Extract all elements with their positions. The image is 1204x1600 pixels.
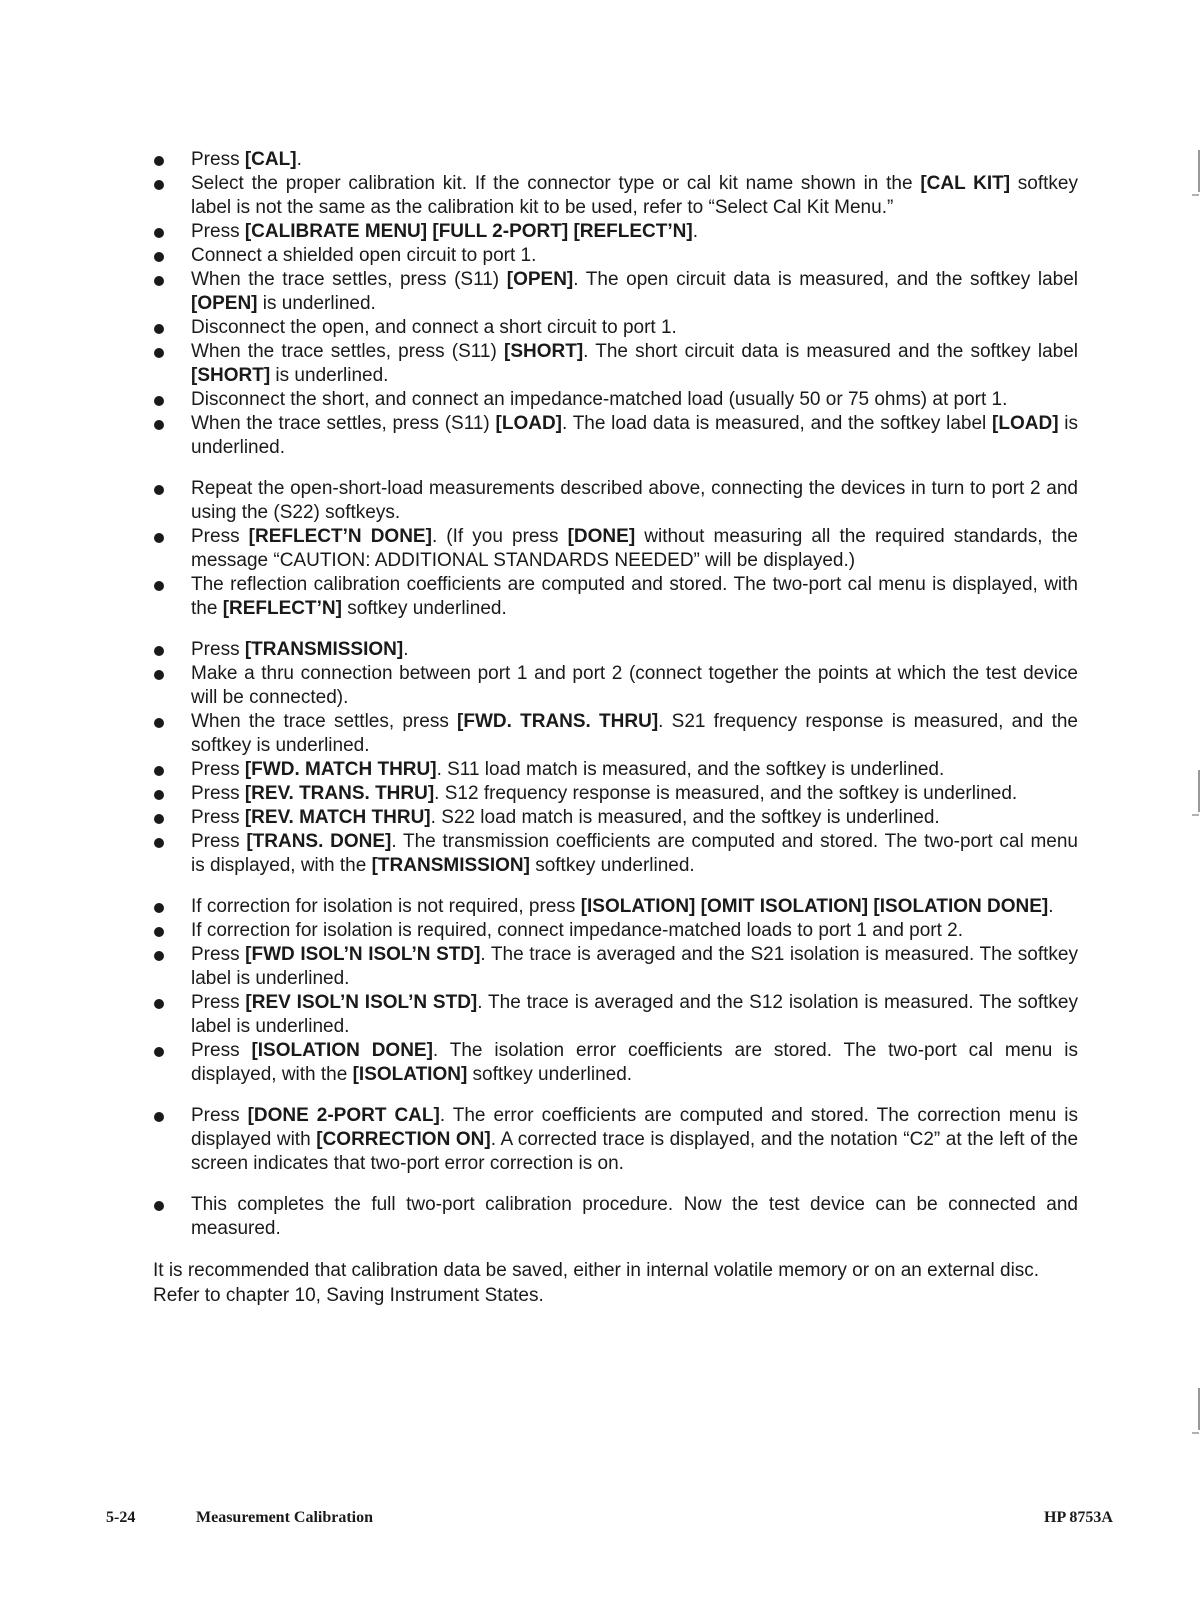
step-text: When the trace settles, press (S11) <box>191 341 504 362</box>
step-text: . <box>692 221 698 242</box>
step-text: Disconnect the open, and connect a short circuit to port 1. <box>191 317 677 338</box>
step-item <box>153 268 1078 316</box>
bullet-icon <box>154 485 164 495</box>
step-item <box>153 895 1078 919</box>
step-item <box>153 830 1078 878</box>
step-text: . The open circuit data is measured, and the softkey label <box>573 269 1078 290</box>
bullet-icon <box>154 276 164 286</box>
step-text: is underlined. <box>191 413 1079 458</box>
step-item <box>153 172 1078 220</box>
step-text: . S21 frequency response is measured, and the softkey is underlined. <box>191 711 1078 756</box>
step-text: Press <box>191 807 245 828</box>
instrument-model: HP 8753A <box>1044 1509 1113 1526</box>
bullet-icon <box>154 646 164 656</box>
step-text: . The trace is averaged and the S21 isolation is measured. The softkey label is underlined. <box>191 944 1078 989</box>
softkey-label: [ISOLATION] <box>352 1064 468 1085</box>
step-text: When the trace settles, press (S11) <box>191 269 507 290</box>
softkey-label: [REV ISOL’N ISOL’N STD] <box>245 992 478 1013</box>
bullet-icon <box>154 252 164 262</box>
softkey-label: [FWD ISOL’N ISOL’N STD] <box>245 944 481 965</box>
step-item <box>153 710 1078 758</box>
bullet-icon <box>154 396 164 406</box>
step-text: Press <box>191 783 245 804</box>
step-text: The reflection calibration coefficients are computed and stored. The two-port cal menu is displayed, with the <box>191 574 1078 619</box>
softkey-label: [TRANSMISSION] <box>244 639 404 660</box>
step-groups <box>153 148 1078 1241</box>
softkey-label: [TRANS. DONE] <box>246 831 392 852</box>
step-item <box>153 758 1078 782</box>
step-text: This completes the full two-port calibration procedure. Now the test device can be connected and measured. <box>191 1194 1078 1239</box>
bullet-icon <box>154 1112 164 1122</box>
step-group <box>153 1193 1078 1241</box>
bullet-icon <box>154 903 164 913</box>
bullet-icon <box>154 420 164 430</box>
step-text: . S12 frequency response is measured, and the softkey is underlined. <box>434 783 1018 804</box>
step-item <box>153 220 1078 244</box>
step-text: . <box>403 639 409 660</box>
bullet-icon <box>154 718 164 728</box>
bullet-icon <box>154 670 164 680</box>
step-text: . (If you press <box>431 526 568 547</box>
softkey-label: [CALIBRATE MENU] [FULL 2-PORT] [REFLECT’N] <box>244 221 693 242</box>
step-text: Press <box>191 992 246 1013</box>
binding-mark-bottom <box>1198 1388 1200 1430</box>
closing-note: It is recommended that calibration data be saved, either in internal volatile memory or on an external disc. Refer to chapter 10, Saving Instrument States. <box>153 1260 1040 1306</box>
bullet-icon <box>154 533 164 543</box>
step-text: . The short circuit data is measured and the softkey label <box>583 341 1078 362</box>
step-text: . The error coefficients are computed and stored. The correction menu is displayed with <box>191 1105 1078 1150</box>
step-item <box>153 148 1078 172</box>
softkey-label: [OPEN] <box>506 269 574 290</box>
step-text: Press <box>191 1040 252 1061</box>
step-item <box>153 782 1078 806</box>
bullet-icon <box>154 814 164 824</box>
step-item <box>153 388 1078 412</box>
step-item <box>153 316 1078 340</box>
bullet-icon <box>154 156 164 166</box>
step-text: If correction for isolation is not required, press <box>191 896 581 917</box>
step-item <box>153 1104 1078 1176</box>
step-text: . The transmission coefficients are computed and stored. The two-port cal menu is displayed, with the <box>191 831 1078 876</box>
step-text: Select the proper calibration kit. If the connector type or cal kit name shown in the <box>191 173 921 194</box>
step-text: If correction for isolation is required, connect impedance-matched loads to port 1 and port 2. <box>191 920 964 941</box>
step-item <box>153 477 1078 525</box>
step-item <box>153 919 1078 943</box>
section-title: Measurement Calibration <box>196 1509 374 1526</box>
step-text: . A corrected trace is displayed, and the notation “C2” at the left of the screen indicates that two-port error correction is on. <box>191 1129 1079 1174</box>
step-item <box>153 573 1078 621</box>
bullet-icon <box>154 790 164 800</box>
step-text: Press <box>191 831 247 852</box>
step-text: When the trace settles, press <box>191 711 458 732</box>
step-item <box>153 525 1078 573</box>
step-group <box>153 1104 1078 1176</box>
bullet-icon <box>154 1047 164 1057</box>
step-item <box>153 638 1078 662</box>
softkey-label: [CORRECTION ON] <box>316 1129 491 1150</box>
step-group <box>153 638 1078 878</box>
bullet-icon <box>154 838 164 848</box>
softkey-label: [REV. TRANS. THRU] <box>244 783 435 804</box>
step-text: softkey label is not the same as the calibration kit to be used, refer to “Select Cal Kit Menu.” <box>191 173 1078 218</box>
step-text: is underlined. <box>270 365 389 386</box>
step-text: . The trace is averaged and the S12 isolation is measured. The softkey label is underlined. <box>191 992 1078 1037</box>
step-text: softkey underlined. <box>467 1064 633 1085</box>
step-group <box>153 895 1078 1087</box>
step-item <box>153 244 1078 268</box>
step-group <box>153 148 1078 460</box>
softkey-label: [OPEN] <box>191 293 258 314</box>
step-item <box>153 1039 1078 1087</box>
softkey-label: [CAL] <box>244 149 297 170</box>
softkey-label: [LOAD] <box>992 413 1059 434</box>
softkey-label: [SHORT] <box>504 341 584 362</box>
bullet-icon <box>154 1201 164 1211</box>
step-text: Press <box>191 639 245 660</box>
step-text: without measuring all the required standards, the message “CAUTION: ADDITIONAL STANDARDS NEEDED” will be displayed.) <box>191 526 1079 571</box>
softkey-label: [CAL KIT] <box>920 173 1011 194</box>
step-text: Make a thru connection between port 1 and port 2 (connect together the points at which the test device will be connected). <box>191 663 1078 708</box>
step-item <box>153 806 1078 830</box>
softkey-label: [ISOLATION DONE] <box>251 1040 433 1061</box>
step-item <box>153 943 1078 991</box>
step-text: . S22 load match is measured, and the softkey is underlined. <box>430 807 940 828</box>
step-text: Press <box>191 1105 248 1126</box>
procedure-body <box>153 148 1078 1327</box>
step-item <box>153 991 1078 1039</box>
step-text: is underlined. <box>257 293 376 314</box>
binding-mark-middle <box>1198 770 1200 812</box>
step-text: . The isolation error coefficients are stored. The two-port cal menu is displayed, with the <box>191 1040 1078 1085</box>
step-text: Press <box>191 759 245 780</box>
step-text: Press <box>191 149 245 170</box>
step-text: Press <box>191 526 249 547</box>
binding-mark-top <box>1198 150 1200 192</box>
step-text: softkey underlined. <box>529 855 695 876</box>
softkey-label: [ISOLATION] [OMIT ISOLATION] [ISOLATION DONE] <box>580 896 1049 917</box>
softkey-label: [TRANSMISSION] <box>371 855 530 876</box>
step-text: . <box>296 149 302 170</box>
step-group <box>153 477 1078 621</box>
step-text: . S11 load match is measured, and the softkey is underlined. <box>436 759 945 780</box>
bullet-icon <box>154 228 164 238</box>
step-item <box>153 340 1078 388</box>
softkey-label: [SHORT] <box>191 365 271 386</box>
bullet-icon <box>154 999 164 1009</box>
bullet-icon <box>154 581 164 591</box>
softkey-label: [REV. MATCH THRU] <box>244 807 431 828</box>
bullet-icon <box>154 348 164 358</box>
bullet-icon <box>154 927 164 937</box>
step-text: . The load data is measured, and the softkey label <box>562 413 993 434</box>
step-text: Repeat the open-short-load measurements described above, connecting the devices in turn to port 2 and using the (S22) softkeys. <box>191 478 1078 523</box>
softkey-label: [REFLECT’N DONE] <box>248 526 432 547</box>
softkey-label: [REFLECT’N] <box>222 598 342 619</box>
bullet-icon <box>154 324 164 334</box>
step-text: . <box>1048 896 1054 917</box>
softkey-label: [DONE] <box>567 526 636 547</box>
step-text: softkey underlined. <box>341 598 507 619</box>
step-text: Connect a shielded open circuit to port 1. <box>191 245 537 266</box>
bullet-icon <box>154 951 164 961</box>
step-text: Disconnect the short, and connect an impedance-matched load (usually 50 or 75 ohms) at port 1. <box>191 389 1008 410</box>
page-number: 5-24 <box>106 1509 136 1526</box>
softkey-label: [DONE 2-PORT CAL] <box>247 1105 440 1126</box>
step-text: When the trace settles, press (S11) <box>191 413 496 434</box>
softkey-label: [FWD. MATCH THRU] <box>244 759 437 780</box>
step-text: Press <box>191 221 245 242</box>
step-item <box>153 412 1078 460</box>
step-item <box>153 662 1078 710</box>
softkey-label: [FWD. TRANS. THRU] <box>457 711 659 732</box>
bullet-icon <box>154 180 164 190</box>
bullet-icon <box>154 766 164 776</box>
softkey-label: [LOAD] <box>495 413 562 434</box>
step-text: Press <box>191 944 246 965</box>
step-item <box>153 1193 1078 1241</box>
